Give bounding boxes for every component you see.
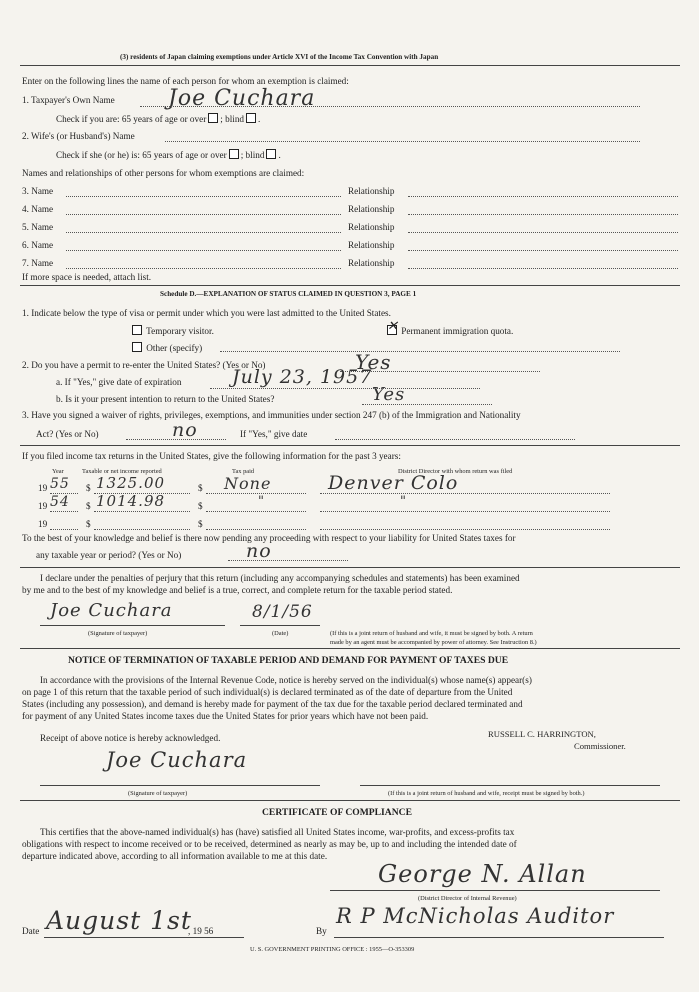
return-row-2-tax-dollar: $ xyxy=(198,501,203,511)
age-check-1: Check if you are: 65 years of age or over ; blind . xyxy=(56,114,261,124)
district-director-label: (District Director of Internal Revenue) xyxy=(418,895,517,902)
return-intention-answer: Yes xyxy=(372,384,406,405)
blind-label-1: blind xyxy=(225,114,245,124)
age-check-2-label: Check if she (or he) is: 65 years of age or over xyxy=(56,150,227,160)
name-line-4 xyxy=(66,214,341,215)
age-check-2: Check if she (or he) is: 65 years of age or over ; blind . xyxy=(56,150,281,160)
col-income-header: Taxable or net income reported xyxy=(82,468,162,475)
receipt-signature-line xyxy=(40,785,320,786)
receipt-joint-note: (If this is a joint return of husband and wife, receipt must be signed by both.) xyxy=(388,790,585,797)
notice-rule xyxy=(20,648,680,649)
taxpayer-name-handwritten: Joe Cuchara xyxy=(168,86,316,111)
temporary-visitor-option xyxy=(130,325,214,337)
year-line-1 xyxy=(50,493,78,494)
waiver-question-yes-no: Act? (Yes or No) xyxy=(36,429,99,439)
return-row-1-prefix: 19 xyxy=(38,483,48,493)
declaration-text-2: by me and to the best of my knowledge and belief is a true, correct, and complete return for the taxable period stated. xyxy=(22,585,453,595)
return-row-2-prefix: 19 xyxy=(38,501,48,511)
rel-line-5 xyxy=(408,232,678,233)
certificate-date-line xyxy=(44,937,244,938)
receipt-acknowledgment: Receipt of above notice is hereby acknowledged. xyxy=(40,733,221,743)
taxpayer-name-label: 1. Taxpayer's Own Name xyxy=(22,95,115,105)
relationship-row-7: Relationship xyxy=(348,258,395,268)
more-space-note: If more space is needed, attach list. xyxy=(22,272,152,282)
return-row-1-district: Denver Colo xyxy=(328,472,459,494)
return-row-1-tax: None xyxy=(224,474,272,493)
rel-line-6 xyxy=(408,250,678,251)
declaration-signature: Joe Cuchara xyxy=(50,600,173,621)
waiver-answer: no xyxy=(172,419,198,441)
col-tax-header: Tax paid xyxy=(232,468,255,475)
by-label: By xyxy=(316,926,327,936)
name-line-6 xyxy=(66,250,341,251)
name-line-3 xyxy=(66,196,341,197)
other-visa-line xyxy=(220,351,620,352)
spouse-name-label: 2. Wife's (or Husband's) Name xyxy=(22,131,135,141)
tax-line-1 xyxy=(206,493,306,494)
header-rule xyxy=(20,65,680,66)
waiver-answer-line xyxy=(126,439,226,440)
return-row-2-district: " xyxy=(400,494,407,509)
col-year-header: Year xyxy=(52,468,64,475)
commissioner-name: RUSSELL C. HARRINGTON, xyxy=(488,729,596,739)
district-line-3 xyxy=(320,529,610,530)
certificate-title: CERTIFICATE OF COMPLIANCE xyxy=(262,807,412,818)
col-district-header: District Director with whom return was filed xyxy=(398,468,513,475)
return-row-2-tax: " xyxy=(258,494,265,509)
receipt-signature: Joe Cuchara xyxy=(106,748,248,772)
commissioner-title: Commissioner. xyxy=(574,741,626,751)
spouse-name-line xyxy=(165,141,640,142)
by-signature-line xyxy=(334,937,664,938)
exemptions-intro: Enter on the following lines the name of each person for whom an exemption is claimed: xyxy=(22,76,349,86)
return-row-3-dollar: $ xyxy=(86,519,91,529)
return-row-2-year: 54 xyxy=(50,494,70,510)
pending-proceeding-line xyxy=(228,560,348,561)
name-row-3: 3. Name xyxy=(22,186,54,196)
others-intro: Names and relationships of other persons for whom exemptions are claimed: xyxy=(22,168,305,178)
return-row-2-income: 1014.98 xyxy=(96,492,166,510)
certificate-date-year: , 19 56 xyxy=(188,926,214,936)
other-visa-label: Other (specify) xyxy=(146,343,203,353)
signature-line-1 xyxy=(40,625,225,626)
expiration-line xyxy=(210,388,480,389)
temporary-visitor-label: Temporary visitor. xyxy=(146,326,214,336)
year-line-3 xyxy=(50,529,78,530)
reentry-permit-question: 2. Do you have a permit to re-enter the United States? (Yes or No) xyxy=(22,360,266,370)
notice-paragraph-3: States (including any possession), and demand is hereby made for payment of the tax due for the taxable period declared terminated and xyxy=(22,699,523,709)
waiver-question: 3. Have you signed a waiver of rights, privileges, exemptions, and immunities under section 247 (b) of the Immigration and Nationality xyxy=(22,410,521,420)
income-line-1 xyxy=(94,493,190,494)
printing-office-footer: U. S. GOVERNMENT PRINTING OFFICE : 1955—O-353309 xyxy=(250,946,415,953)
expiration-answer: July 23, 1957 xyxy=(232,366,373,388)
return-row-1-income: 1325.00 xyxy=(96,474,166,492)
name-row-6: 6. Name xyxy=(22,240,54,250)
auditor-signature: R P McNicholas Auditor xyxy=(336,904,615,928)
certificate-paragraph-1: This certifies that the above-named individual(s) has (have) satisfied all United States income, war-profits, and excess-profits tax xyxy=(40,827,515,837)
header-cut-text: (3) residents of Japan claiming exemptions under Article XVI of the Income Tax Convention with Japan xyxy=(120,53,439,61)
temporary-visitor-checkbox[interactable] xyxy=(132,325,142,335)
return-row-1-tax-dollar: $ xyxy=(198,483,203,493)
returns-rule xyxy=(20,445,680,446)
returns-intro: If you filed income tax returns in the United States, give the following information for the past 3 years: xyxy=(22,451,401,461)
permanent-quota-option xyxy=(385,319,514,337)
declaration-date: 8/1/56 xyxy=(252,602,313,622)
intention-line xyxy=(362,404,492,405)
age-65-checkbox-2[interactable] xyxy=(229,149,239,159)
signature-label-1: (Signature of taxpayer) xyxy=(88,630,148,637)
date-line-1 xyxy=(240,625,320,626)
rel-line-3 xyxy=(408,196,678,197)
age-65-checkbox-1[interactable] xyxy=(208,113,218,123)
return-row-1-year: 55 xyxy=(50,476,70,492)
notice-paragraph-2: on page 1 of this return that the taxable period of such individual(s) is declared terminated as of the date of departure from the United xyxy=(22,687,513,697)
name-row-4: 4. Name xyxy=(22,204,54,214)
schedule-d-title: Schedule D.—EXPLANATION OF STATUS CLAIMED IN QUESTION 3, PAGE 1 xyxy=(160,290,417,298)
name-line-5 xyxy=(66,232,341,233)
district-line-1 xyxy=(320,493,610,494)
permanent-quota-label: Permanent immigration quota. xyxy=(401,326,514,336)
pending-proceeding-question: To the best of your knowledge and belief is there now pending any proceeding with respect to your liability for United States taxes for xyxy=(22,533,516,543)
waiver-date-label: If "Yes," give date xyxy=(240,429,308,439)
reentry-line xyxy=(340,371,540,372)
return-row-2-dollar: $ xyxy=(86,501,91,511)
certificate-paragraph-3: departure indicated above, according to all information available to me at this date. xyxy=(22,851,328,861)
notice-title: NOTICE OF TERMINATION OF TAXABLE PERIOD AND DEMAND FOR PAYMENT OF TAXES DUE xyxy=(68,655,509,666)
certificate-date-value: August 1st xyxy=(46,906,192,935)
declaration-rule xyxy=(20,567,680,568)
relationship-row-4: Relationship xyxy=(348,204,395,214)
return-row-3-tax-dollar: $ xyxy=(198,519,203,529)
name-row-7: 7. Name xyxy=(22,258,54,268)
receipt-second-signature-line xyxy=(360,785,660,786)
tax-line-2 xyxy=(206,511,306,512)
date-label-1: (Date) xyxy=(272,630,289,637)
director-signature-line xyxy=(330,890,660,891)
certificate-rule xyxy=(20,800,680,801)
joint-return-note-2: made by an agent must be accompanied by power of attorney. See Instruction 8.) xyxy=(330,639,537,646)
expiration-question: a. If "Yes," give date of expiration xyxy=(56,377,182,387)
taxpayer-name-line xyxy=(140,106,640,107)
blind-label-2: blind xyxy=(245,150,265,160)
district-line-2 xyxy=(320,511,610,512)
reentry-permit-answer: Yes xyxy=(355,350,392,374)
return-row-1-dollar: $ xyxy=(86,483,91,493)
schedule-d-rule xyxy=(20,285,680,286)
year-line-2 xyxy=(50,511,78,512)
waiver-date-line xyxy=(335,439,575,440)
receipt-signature-label: (Signature of taxpayer) xyxy=(128,790,188,797)
joint-return-note-1: (If this is a joint return of husband and wife, it must be signed by both. A return xyxy=(330,630,533,637)
relationship-row-6: Relationship xyxy=(348,240,395,250)
income-line-3 xyxy=(94,529,190,530)
rel-line-4 xyxy=(408,214,678,215)
blind-checkbox-1[interactable] xyxy=(246,113,256,123)
return-intention-question: b. Is it your present intention to return to the United States? xyxy=(56,394,275,404)
name-row-5: 5. Name xyxy=(22,222,54,232)
declaration-text-1: I declare under the penalties of perjury that this return (including any accompanying schedules and statements) has been examined xyxy=(40,573,520,583)
other-visa-checkbox[interactable] xyxy=(132,342,142,352)
notice-paragraph-1: In accordance with the provisions of the Internal Revenue Code, notice is hereby served on the individual(s) whose name(s) appear(s) xyxy=(40,675,532,685)
blind-checkbox-2[interactable] xyxy=(266,149,276,159)
age-check-1-label: Check if you are: 65 years of age or over xyxy=(56,114,207,124)
income-line-2 xyxy=(94,511,190,512)
district-director-signature: George N. Allan xyxy=(378,860,587,888)
relationship-row-3: Relationship xyxy=(348,186,395,196)
notice-paragraph-4: for payment of any United States income taxes due the United States for prior years which have not been paid. xyxy=(22,711,429,721)
other-visa-option xyxy=(130,342,202,354)
return-row-3-prefix: 19 xyxy=(38,519,48,529)
visa-question: 1. Indicate below the type of visa or permit under which you were last admitted to the United States. xyxy=(22,308,391,318)
name-line-7 xyxy=(66,268,341,269)
relationship-row-5: Relationship xyxy=(348,222,395,232)
rel-line-7 xyxy=(408,268,678,269)
pending-proceeding-answer: no xyxy=(246,540,272,562)
pending-proceeding-yes-no: any taxable year or period? (Yes or No) xyxy=(36,550,182,560)
certificate-paragraph-2: obligations with respect to income received or to be received, determined as nearly as may be, up to and including the intended date of xyxy=(22,839,517,849)
tax-line-3 xyxy=(206,529,306,530)
permanent-check-mark-icon: ✕ xyxy=(387,319,399,334)
certificate-date-label: Date xyxy=(22,926,40,936)
